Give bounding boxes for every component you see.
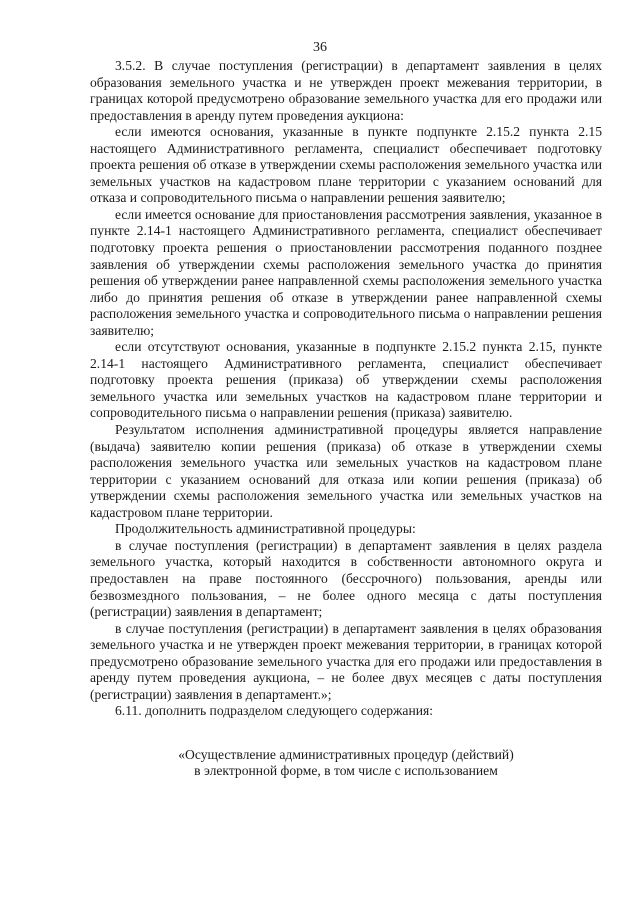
section-heading [90, 747, 602, 780]
paragraph-duration-title: Продолжительность административной процедуры: [115, 521, 416, 537]
paragraph-3-5-2: 3.5.2. В случае поступления (регистрации) в департамент заявления в целях образования земельного участка и не утвержден проект межевания территории, в границах которой предусмотрено образование земельного участка для его продажи или предоставления в аренду путем проведения аукциона: [90, 58, 602, 123]
paragraph-duration-formation: в случае поступления (регистрации) в департамент заявления в целях образования земельного участка и не утвержден проект межевания территории, в границах которой предусмотрено образование земельного участка для его продажи или предоставления в аренду путем проведения аукциона, – не более двух месяцев с даты поступления (регистрации) заявления в департамент.»; [90, 620, 602, 702]
paragraph-no-grounds: если отсутствуют основания, указанные в подпункте 2.15.2 пункта 2.15, пункте 2.14-1 настоящего Административного регламента, специалист обеспечивает подготовку проекта решения (приказа) об утверждении схемы расположения земельного участка или земельных участков на кадастровом плане территории и сопроводительного письма о направлении решения (приказа) заявителю. [90, 339, 602, 421]
paragraph-result: Результатом исполнения административной процедуры является направление (выдача) заявителю копии решения (приказа) об отказе в утверждении схемы расположения земельного участка или земельных участков на кадастровом плане территории с указанием оснований для отказа или копии решения (приказа) об утверждении схемы расположения земельного участка или земельных участков на кадастровом плане территории. [90, 422, 602, 520]
paragraph-refusal-grounds: если имеются основания, указанные в пункте подпункте 2.15.2 пункта 2.15 настоящего Административного регламента, специалист обеспечивает подготовку проекта решения об отказе в утверждении схемы расположения земельного участка или земельных участков на кадастровом плане территории с указанием оснований для отказа и сопроводительного письма о направлении решения заявителю; [90, 124, 602, 206]
paragraph-suspension-grounds: если имеется основание для приостановления рассмотрения заявления, указанное в пункте 2.14-1 настоящего Административного регламента, специалист обеспечивает подготовку проекта решения о приостановлении рассмотрения поданного позднее заявления об утверждении схемы расположения земельного участка до принятия решения об утверждении ранее направленной схемы расположения земельного участка либо до принятия решения об отказе в утверждении ранее направленной схемы расположения земельного участка и сопроводительного письма о направлении решения заявителю; [90, 206, 602, 338]
paragraph-duration-division: в случае поступления (регистрации) в департамент заявления в целях раздела земельного участка, который находится в собственности автономного округа и предоставлен на праве постоянного (бессрочного) пользования, аренды или безвозмездного пользования, – не более одного месяца с даты поступления (регистрации) заявления в департамент; [90, 537, 602, 620]
section-heading-line-1: «Осуществление административных процедур (действий) [178, 746, 514, 762]
paragraph-6-11: 6.11. дополнить подразделом следующего содержания: [115, 703, 434, 719]
section-heading-line-2: в электронной форме, в том числе с использованием [194, 763, 498, 779]
page-number: 36 [313, 40, 327, 55]
document-body [90, 58, 602, 780]
